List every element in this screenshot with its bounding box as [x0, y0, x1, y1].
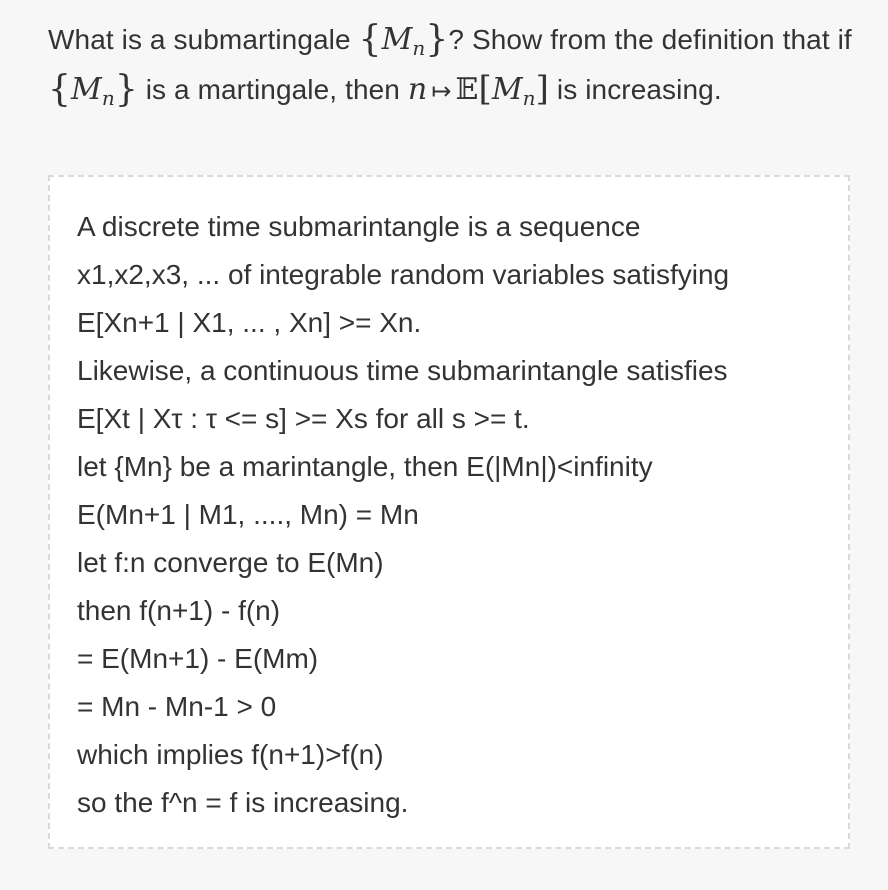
answer-line: x1,x2,x3, ... of integrable random variables satisfying	[77, 259, 730, 290]
answer-line: E(Mn+1 | M1, ...., Mn) = Mn	[77, 499, 419, 530]
answer-line: = Mn - Mn-1 > 0	[77, 691, 277, 722]
answer-line: A discrete time submarintangle is a sequence	[77, 211, 641, 242]
maps-to-arrow-icon: ↦	[431, 77, 452, 105]
question-text	[48, 14, 858, 115]
math-expectation-map: n ↦ $𝔼[M_n]$	[407, 69, 550, 110]
answer-line: Likewise, a continuous time submarintangle satisfies	[77, 355, 728, 386]
answer-box	[48, 175, 850, 849]
question-text-part1: What is a submartingale	[48, 24, 359, 55]
math-sequence-M-n: $\{M_n\}$	[358, 19, 449, 60]
answer-line: E[Xt | Xτ : τ <= s] >= Xs for all s >= t.	[77, 403, 530, 434]
answer-line: which implies f(n+1)>f(n)	[77, 739, 384, 770]
question-text-part3: is a martingale, then	[137, 74, 408, 105]
answer-line: let {Mn} be a marintangle, then E(|Mn|)<infinity	[77, 451, 653, 482]
question-text-part2: ? Show from the definition that if	[448, 24, 852, 55]
answer-line: E[Xn+1 | X1, ... , Xn] >= Xn.	[77, 307, 422, 338]
answer-line: so the f^n = f is increasing.	[77, 787, 409, 818]
answer-line: let f:n converge to E(Mn)	[77, 547, 384, 578]
question-text-part4: is increasing.	[549, 74, 722, 105]
answer-line: then f(n+1) - f(n)	[77, 595, 281, 626]
math-sequence-M-n-second: $\{M_n\}$	[48, 69, 138, 110]
answer-line: = E(Mn+1) - E(Mm)	[77, 643, 319, 674]
answer-lines	[77, 203, 729, 827]
